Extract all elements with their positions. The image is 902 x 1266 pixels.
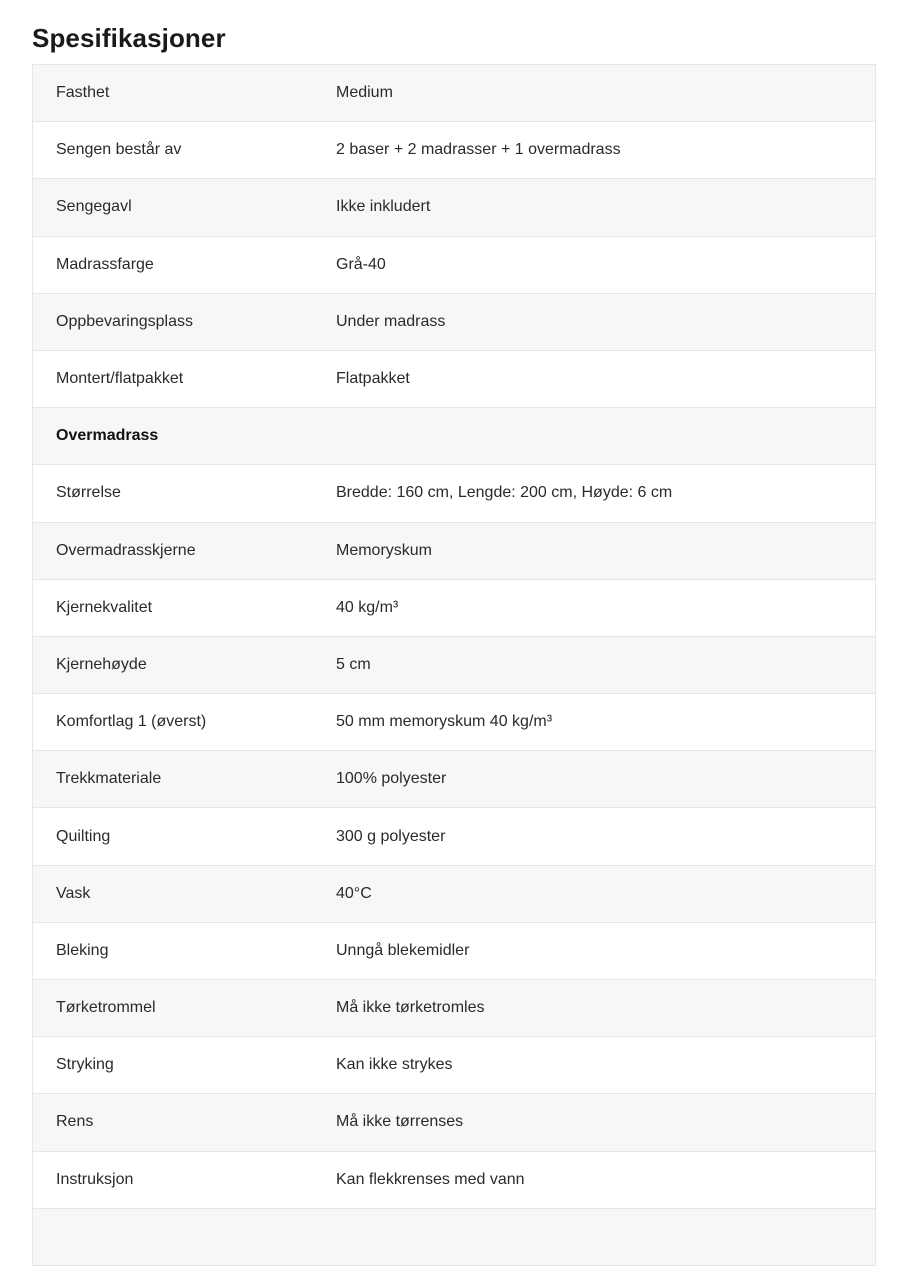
row-value: 2 baser + 2 madrasser + 1 overmadrass <box>336 141 621 159</box>
row-value: Grå-40 <box>336 255 386 273</box>
row-label: Bleking <box>56 941 109 959</box>
row-label: Tørketrommel <box>56 999 156 1017</box>
table-row <box>33 294 875 351</box>
table-row <box>33 751 875 808</box>
specifications-section <box>32 0 876 1266</box>
row-value: Må ikke tørrenses <box>336 1113 464 1131</box>
row-value: Medium <box>336 84 393 102</box>
table-row <box>33 1037 875 1094</box>
row-label: Quilting <box>56 827 111 845</box>
row-value: Kan flekkrenses med vann <box>336 1170 525 1188</box>
row-value: 40°C <box>336 884 372 902</box>
row-label: Størrelse <box>56 484 121 502</box>
row-value: Under madrass <box>336 312 446 330</box>
row-value: Bredde: 160 cm, Lengde: 200 cm, Høyde: 6 cm <box>336 484 673 502</box>
table-row <box>33 179 875 236</box>
row-label: Trekkmateriale <box>56 770 162 788</box>
row-value: 300 g polyester <box>336 827 446 845</box>
spec-table <box>32 64 876 1266</box>
row-label: Sengen består av <box>56 141 182 159</box>
row-value: Flatpakket <box>336 370 410 388</box>
row-label: Fasthet <box>56 84 110 102</box>
table-row <box>33 1094 875 1151</box>
table-row <box>33 122 875 179</box>
row-value: Unngå blekemidler <box>336 941 470 959</box>
table-row <box>33 694 875 751</box>
row-value: Memoryskum <box>336 541 433 559</box>
table-row <box>33 523 875 580</box>
table-row <box>33 237 875 294</box>
row-label: Montert/flatpakket <box>56 370 184 388</box>
row-value: Må ikke tørketromles <box>336 999 485 1017</box>
row-value: Ikke inkludert <box>336 198 431 216</box>
table-row <box>33 1152 875 1209</box>
row-label: Kjernehøyde <box>56 655 147 673</box>
table-row <box>33 65 875 122</box>
row-value: 50 mm memoryskum 40 kg/m³ <box>336 713 553 731</box>
section-header-row <box>33 408 875 465</box>
row-label: Madrassfarge <box>56 255 154 273</box>
row-label: Rens <box>56 1113 94 1131</box>
table-row <box>33 465 875 522</box>
row-label: Vask <box>56 884 91 902</box>
row-label: Kjernekvalitet <box>56 598 153 616</box>
row-label: Overmadrasskjerne <box>56 541 196 559</box>
table-row <box>33 580 875 637</box>
table-row <box>33 866 875 923</box>
row-label: Komfortlag 1 (øverst) <box>56 713 207 731</box>
row-label: Stryking <box>56 1056 114 1074</box>
table-row <box>33 637 875 694</box>
row-value: 100% polyester <box>336 770 447 788</box>
table-row <box>33 808 875 865</box>
row-label: Instruksjon <box>56 1170 134 1188</box>
row-value: 40 kg/m³ <box>336 598 399 616</box>
table-row <box>33 980 875 1037</box>
table-row <box>33 351 875 408</box>
table-row <box>33 1209 875 1266</box>
row-value: 5 cm <box>336 655 371 673</box>
page-title: Spesifikasjoner <box>32 23 226 53</box>
table-row <box>33 923 875 980</box>
row-label: Oppbevaringsplass <box>56 312 193 330</box>
row-label: Sengegavl <box>56 198 132 216</box>
row-value: Kan ikke strykes <box>336 1056 453 1074</box>
section-heading: Overmadrass <box>56 427 159 445</box>
